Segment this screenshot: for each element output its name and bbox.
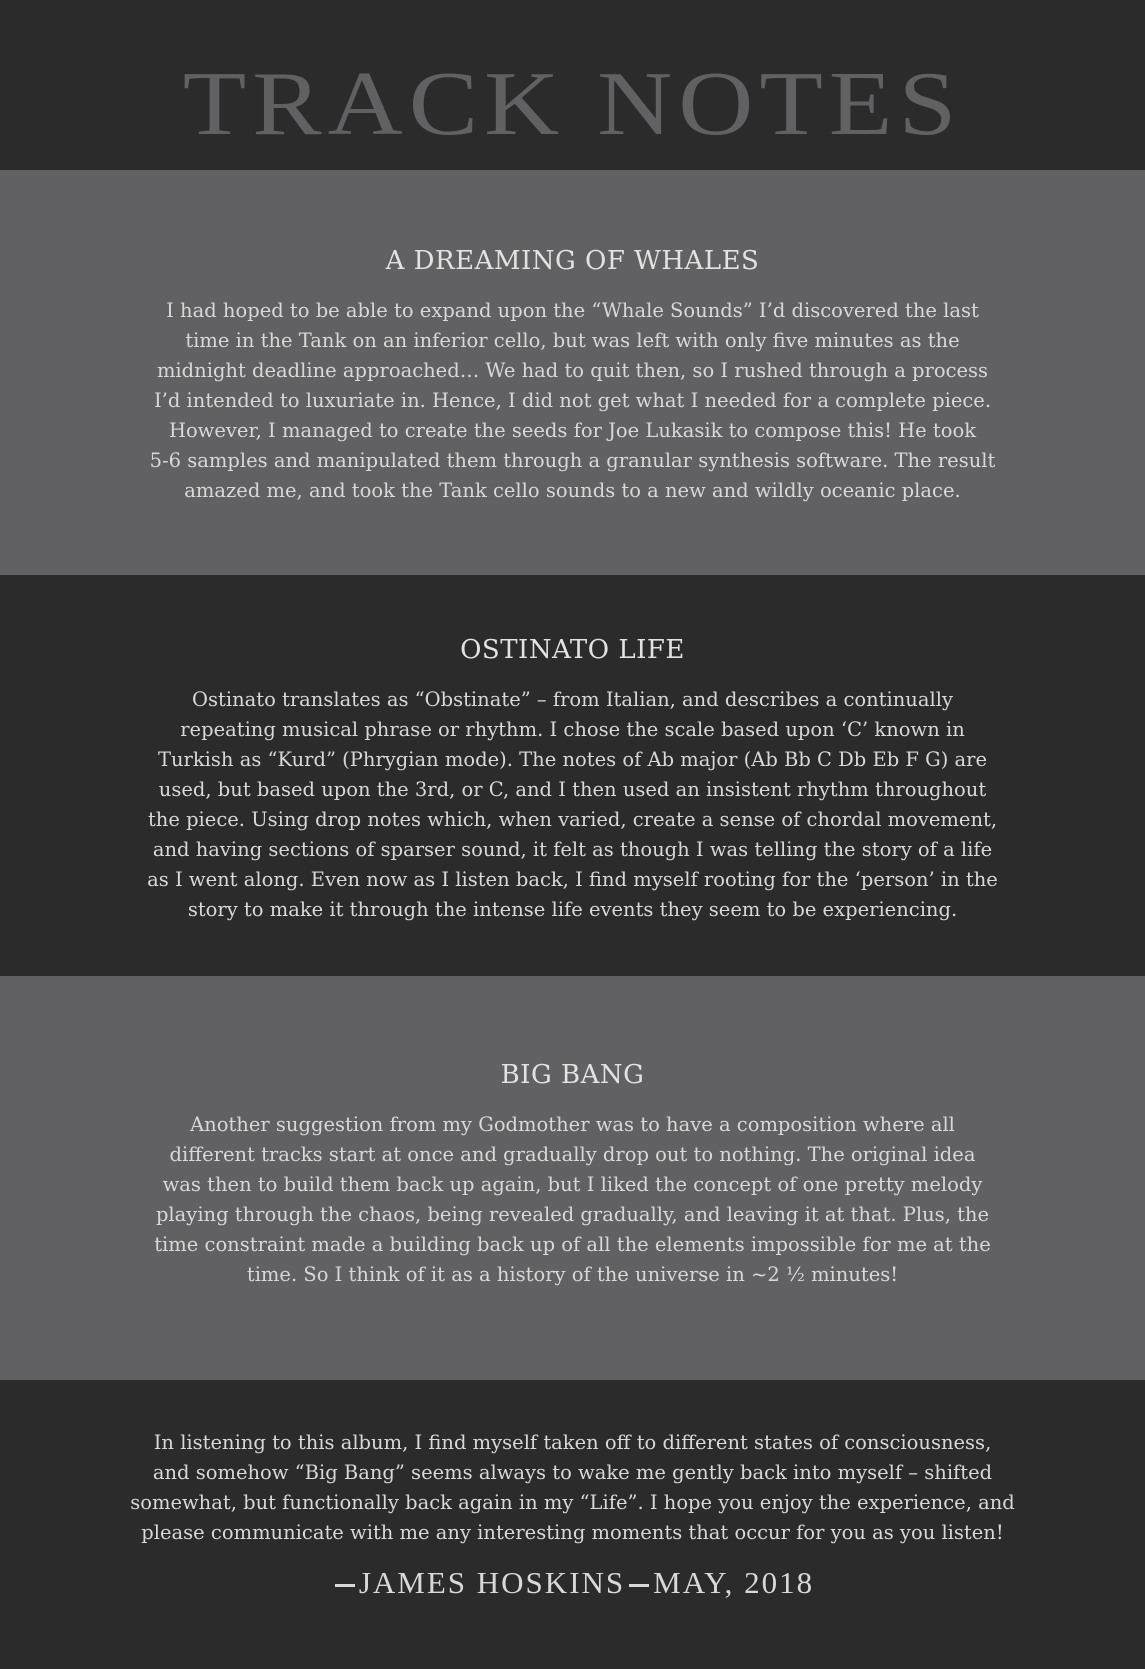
dash-divider [335,1584,355,1587]
closing-section [0,1380,1145,1669]
section-ostinato-life [0,575,1145,976]
signature-date: MAY, 2018 [653,1565,815,1600]
section-body: Another suggestion from my Godmother was to have a composition where all different tracks start at once and gradually drop out to nothing. The original idea was then to build them back up again, but I liked the concept of one pretty melody playing through the chaos, being revealed gradually, and leaving it at that. Plus, the time constraint made a building back up of all the elements impossible for me at the time. So I think of it as a history of the universe in ~2 ½ minutes! [154,1113,991,1286]
section-body: Ostinato translates as “Obstinate” – from Italian, and describes a continually repeating musical phrase or rhythm. I chose the scale based upon ‘C’ known in Turkish as “Kurd” (Phrygian mode). The notes of Ab major (Ab Bb C Db Eb F G) are used, but based upon the 3rd, or C, and I then used an insistent rhythm throughout the piece. Using drop notes which, when varied, create a sense of chordal movement, and having sections of sparser sound, it felt as though I was telling the story of a life as I went along. Even now as I listen back, I find myself rooting for the ‘person’ in the story to make it through the intense life events they seem to be experiencing. [147,688,998,921]
signature [0,1565,1145,1601]
section-big-bang [0,976,1145,1380]
page-title: TRACK NOTES [182,52,963,155]
closing-body: In listening to this album, I find myself taken off to different states of consciousness, and somehow “Big Bang” seems always to wake me gently back into myself – shifted somewhat, but functionally back again in my “Life”. I hope you enjoy the experience, and please communicate with me any interesting moments that occur for you as you listen! [130,1431,1015,1544]
section-heading: A DREAMING OF WHALES [385,246,760,276]
header-band [0,0,1145,170]
section-a-dreaming-of-whales [0,170,1145,575]
dash-divider [629,1584,649,1587]
section-body: I had hoped to be able to expand upon the “Whale Sounds” I’d discovered the last time in the Tank on an inferior cello, but was left with only five minutes as the midnight deadline approached… We had to quit then, so I rushed through a process I’d intended to luxuriate in. Hence, I did not get what I needed for a complete piece. However, I managed to create the seeds for Joe Lukasik to compose this! He took 5-6 samples and manipulated them through a granular synthesis software. The result amazed me, and took the Tank cello sounds to a new and wildly oceanic place. [149,299,996,502]
section-heading: BIG BANG [500,1060,645,1090]
section-heading: OSTINATO LIFE [460,635,685,665]
author-name: JAMES HOSKINS [358,1565,626,1600]
